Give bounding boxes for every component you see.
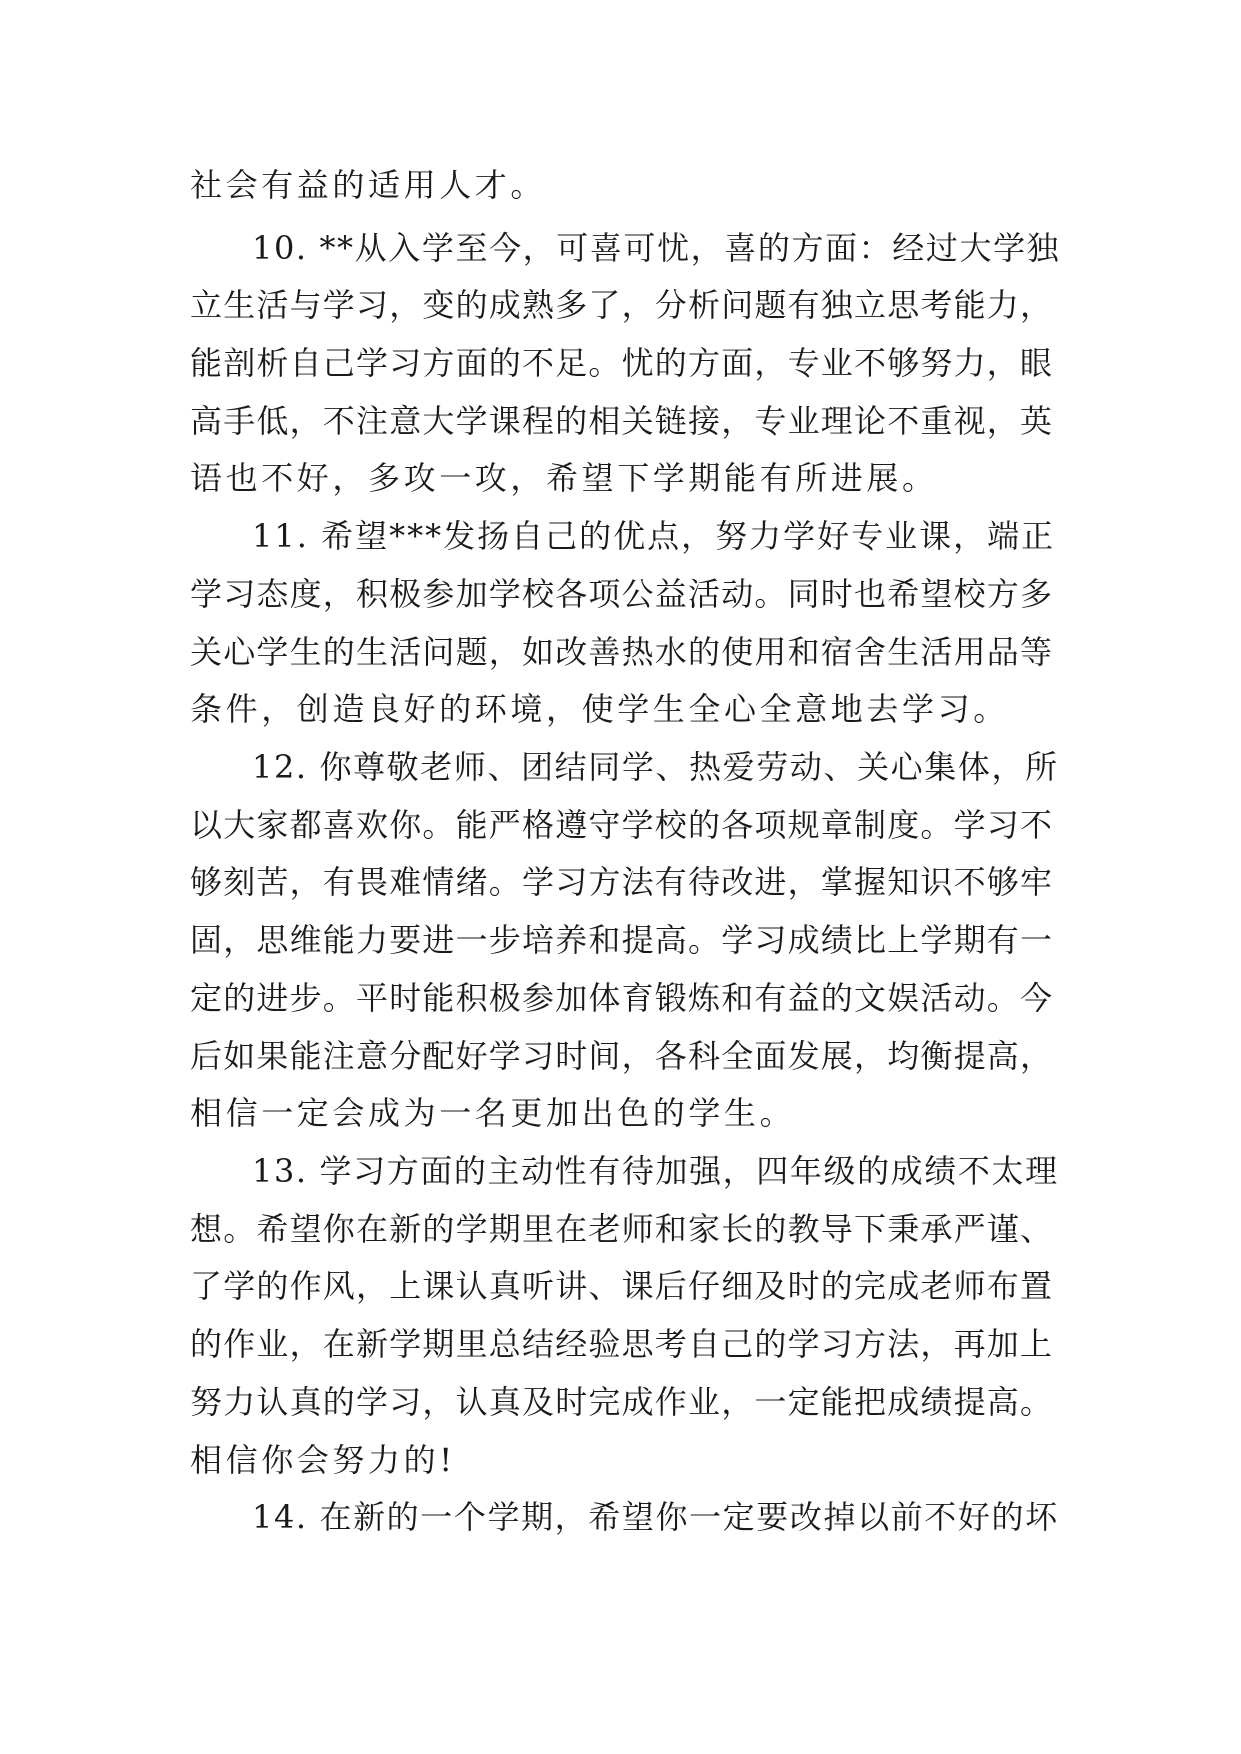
paragraph-10-first-line: 10. **从入学至今，可喜可忧，喜的方面：经过大学独 — [252, 229, 1061, 267]
paragraph-13-first-line: 13. 学习方面的主动性有待加强，四年级的成绩不太理 — [252, 1152, 1059, 1190]
text-line: 的作业，在新学期里总结经验思考自己的学习方法，再加上 — [190, 1325, 1054, 1363]
paragraph-14-first-line: 14. 在新的一个学期，希望你一定要改掉以前不好的坏 — [252, 1498, 1059, 1536]
text-line: 条件，创造良好的环境，使学生全心全意地去学习。 — [190, 690, 1009, 728]
text-line: 能剖析自己学习方面的不足。忧的方面，专业不够努力，眼 — [190, 344, 1054, 382]
text-line: 语也不好，多攻一攻，希望下学期能有所进展。 — [190, 459, 938, 497]
text-line: 社会有益的适用人才。 — [190, 166, 547, 204]
text-line: 相信你会努力的! — [190, 1441, 456, 1479]
text-line: 立生活与学习，变的成熟多了，分析问题有独立思考能力， — [190, 286, 1054, 324]
paragraph-12-first-line: 12. 你尊敬老师、团结同学、热爱劳动、关心集体，所 — [252, 748, 1059, 786]
text-line: 以大家都喜欢你。能严格遵守学校的各项规章制度。学习不 — [190, 806, 1054, 844]
text-line: 定的进步。平时能积极参加体育锻炼和有益的文娱活动。今 — [190, 979, 1054, 1017]
text-line: 够刻苦，有畏难情绪。学习方法有待改进，掌握知识不够牢 — [190, 863, 1054, 901]
text-line: 后如果能注意分配好学习时间，各科全面发展，均衡提高， — [190, 1037, 1054, 1075]
text-line: 关心学生的生活问题，如改善热水的使用和宿舍生活用品等 — [190, 633, 1054, 671]
text-line: 了学的作风，上课认真听讲、课后仔细及时的完成老师布置 — [190, 1267, 1054, 1305]
text-line: 相信一定会成为一名更加出色的学生。 — [190, 1094, 796, 1132]
text-line: 努力认真的学习，认真及时完成作业，一定能把成绩提高。 — [190, 1383, 1054, 1421]
paragraph-11-first-line: 11. 希望***发扬自己的优点，努力学好专业课，端正 — [252, 517, 1056, 555]
text-line: 学习态度，积极参加学校各项公益活动。同时也希望校方多 — [190, 575, 1054, 613]
text-line: 高手低，不注意大学课程的相关链接，专业理论不重视，英 — [190, 402, 1054, 440]
text-line: 固，思维能力要进一步培养和提高。学习成绩比上学期有一 — [190, 921, 1054, 959]
text-line: 想。希望你在新的学期里在老师和家长的教导下秉承严谨、 — [190, 1210, 1054, 1248]
